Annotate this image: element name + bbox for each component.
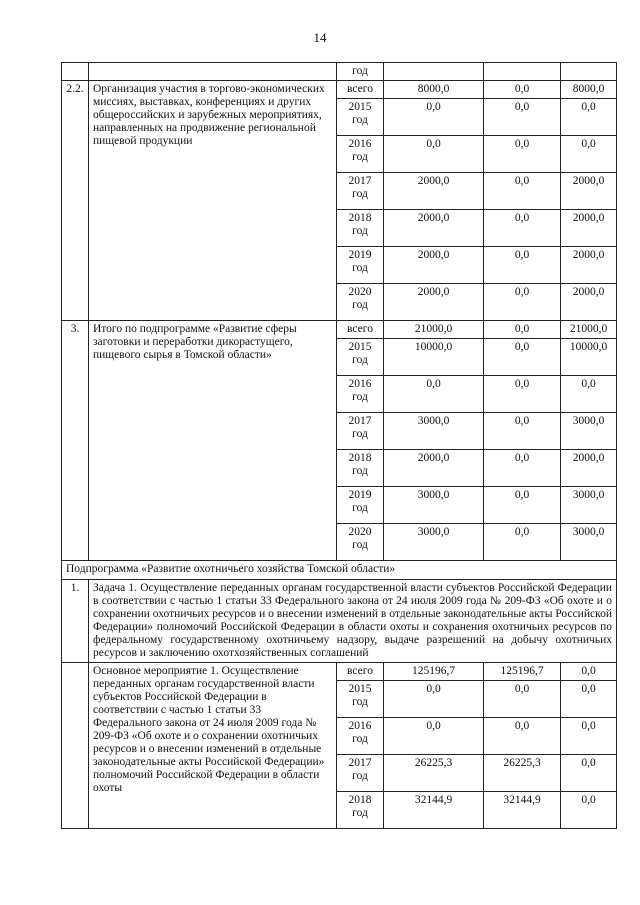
regional-cell: 21000,0 [561,321,617,339]
year-cell: всего [337,321,384,339]
row-number: 2.2. [62,81,89,321]
year-cell: 2015 год [337,339,384,376]
regional-cell: 0,0 [561,136,617,173]
year-cell: 2020 год [337,524,384,561]
regional-cell: 10000,0 [561,339,617,376]
federal-cell: 0,0 [484,339,561,376]
year-cell: всего [337,663,384,681]
regional-cell: 2000,0 [561,210,617,247]
activity-description: Организация участия в торгово-экономических миссиях, выставках, конференциях и других общероссийских и зарубежных мероприятиях, направленных на продвижение региональной пищевой продукции [89,81,337,321]
regional-cell: 2000,0 [561,450,617,487]
federal-cell: 0,0 [484,210,561,247]
row-number: 1. [62,580,89,663]
federal-cell: 32144,9 [484,792,561,829]
federal-cell: 0,0 [484,284,561,321]
year-cell: 2018 год [337,210,384,247]
regional-cell: 0,0 [561,376,617,413]
regional-cell: 2000,0 [561,284,617,321]
regional-cell: 0,0 [561,792,617,829]
total-cell: 26225,3 [384,755,484,792]
federal-cell: 0,0 [484,524,561,561]
total-cell: 10000,0 [384,339,484,376]
year-cell: 2018 год [337,792,384,829]
year-cell: год [337,63,384,81]
total-cell: 2000,0 [384,450,484,487]
federal-cell: 0,0 [484,681,561,718]
regional-cell: 0,0 [561,681,617,718]
table-row [62,63,617,81]
federal-cell: 0,0 [484,376,561,413]
total-cell: 21000,0 [384,321,484,339]
regional-cell: 3000,0 [561,413,617,450]
federal-cell: 26225,3 [484,755,561,792]
total-cell: 0,0 [384,136,484,173]
year-cell: 2018 год [337,450,384,487]
total-cell: 2000,0 [384,173,484,210]
table-row [62,663,617,681]
regional-cell: 0,0 [561,663,617,681]
federal-cell: 0,0 [484,413,561,450]
total-cell: 3000,0 [384,524,484,561]
task-description: Задача 1. Осуществление переданных органам государственной власти субъектов Российской Федерации в соответствии с частью 1 статьи 33 Федерального закона от 24 июля 2009 года № 209-ФЗ «Об охоте и о сохранении охотничьих ресурсов и о внесении изменений в отдельные законодательные акты Российской Федерации» полномочий Российской Федерации в области охоты и сохранения охотничьих ресурсов по федеральному государственному охотничьему надзору, выдаче разрешений на добычу охотничьих ресурсов и заключению охотхозяйственных соглашений [89,580,617,663]
federal-cell: 0,0 [484,81,561,99]
row-number [62,663,89,829]
total-cell: 2000,0 [384,247,484,284]
regional-cell: 0,0 [561,99,617,136]
regional-cell: 0,0 [561,718,617,755]
table-row [62,81,617,99]
total-cell: 32144,9 [384,792,484,829]
year-cell: всего [337,81,384,99]
regional-cell: 8000,0 [561,81,617,99]
row-number: 3. [62,321,89,561]
year-cell: 2016 год [337,376,384,413]
total-cell: 0,0 [384,99,484,136]
total-cell: 2000,0 [384,284,484,321]
total-cell: 3000,0 [384,487,484,524]
year-cell: 2019 год [337,247,384,284]
regional-cell: 2000,0 [561,173,617,210]
federal-cell: 0,0 [484,247,561,284]
main-activity-description: Основное мероприятие 1. Осуществление переданных органам государственной власти субъектов Российской Федерации в соответствии с частью 1 статьи 33 Федерального закона от 24 июля 2009 года № 209-ФЗ «Об охоте и о сохранении охотничьих ресурсов и о внесении изменений в отдельные законодательные акты Российской Федерации» полномочий Российской Федерации в области охоты [89,663,337,829]
total-cell: 0,0 [384,681,484,718]
federal-cell: 0,0 [484,99,561,136]
regional-cell: 3000,0 [561,524,617,561]
regional-cell: 3000,0 [561,487,617,524]
total-cell: 0,0 [384,718,484,755]
table-row [62,561,617,580]
table-row [62,321,617,339]
table-row [62,580,617,663]
federal-cell: 0,0 [484,450,561,487]
year-cell: 2016 год [337,718,384,755]
subtotal-description: Итого по подпрограмме «Развитие сферы заготовки и переработки дикорастущего, пищевого сырья в Томской области» [89,321,337,561]
year-cell: 2019 год [337,487,384,524]
budget-table [61,62,617,829]
year-cell: 2020 год [337,284,384,321]
year-cell: 2017 год [337,755,384,792]
year-cell: 2017 год [337,413,384,450]
federal-cell: 0,0 [484,136,561,173]
total-cell: 8000,0 [384,81,484,99]
federal-cell: 125196,7 [484,663,561,681]
subprogram-title: Подпрограмма «Развитие охотничьего хозяйства Томской области» [62,561,617,580]
federal-cell: 0,0 [484,718,561,755]
year-cell: 2015 год [337,681,384,718]
federal-cell: 0,0 [484,321,561,339]
total-cell: 125196,7 [384,663,484,681]
federal-cell: 0,0 [484,487,561,524]
regional-cell: 0,0 [561,755,617,792]
page-number: 14 [313,30,327,45]
total-cell: 2000,0 [384,210,484,247]
regional-cell: 2000,0 [561,247,617,284]
federal-cell: 0,0 [484,173,561,210]
year-cell: 2015 год [337,99,384,136]
year-cell: 2016 год [337,136,384,173]
year-cell: 2017 год [337,173,384,210]
total-cell: 0,0 [384,376,484,413]
total-cell: 3000,0 [384,413,484,450]
